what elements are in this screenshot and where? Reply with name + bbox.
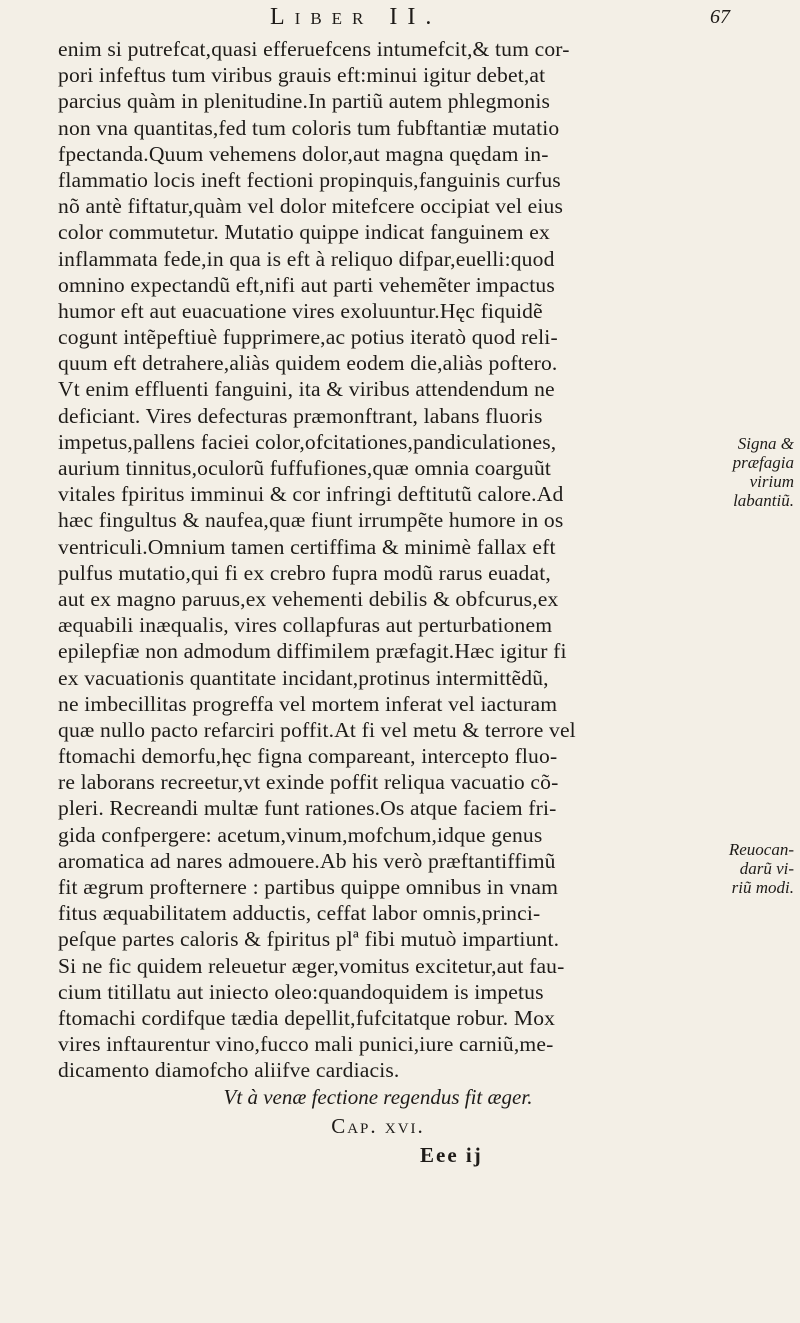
margin-note-line: Signa & [737,434,794,453]
margin-note-line: darũ vi- [739,859,794,878]
text-line: ex vacuationis quantitate incidant,protinus intermittẽdũ, [58,665,549,690]
text-line: impetus,pallens faciei color,ofcitationes,pandiculationes, [58,429,557,454]
text-line: ne imbecillitas progreffa vel mortem inferat vel iacturam [58,691,558,716]
text-line: color commutetur. Mutatio quippe indicat fanguinem ex [58,220,550,245]
text-line: ftomachi demorfu,hęc figna compareant, intercepto fluo- [58,744,558,769]
text-line: non vna quantitas,fed tum coloris tum fubftantiæ mutatio [58,115,560,140]
text-line: dicamento diamofcho aliifve cardiacis. [58,1058,400,1083]
margin-note-line: labantiũ. [733,491,794,510]
margin-note-line: virium [749,472,794,491]
page-number: 67 [710,6,730,28]
text-line: enim si putrefcat,quasi efferuefcens intumefcit,& tum cor- [58,37,570,61]
text-line: aurium tinnitus,oculorũ fuffufiones,quæ omnia coarguũt [58,456,552,480]
margin-note-reuocandarum [706,840,794,897]
text-line: Vt enim effluenti fanguini, ita & viribus attendendum ne [58,377,555,402]
margin-note-line: Reuocan- [728,840,794,859]
text-line: epilepfiæ non admodum diffimilem præfagit.Hæc igitur fi [58,639,567,664]
text-line: fpectanda.Quum vehemens dolor,aut magna quędam in- [58,141,549,166]
text-line: æquabili inæqualis, vires collapfuras aut perturbationem [58,613,553,638]
text-line: humor eft aut euacuatione vires exoluuntur.Hęc fiquidẽ [58,298,543,323]
text-line: flammatio locis ineft fectioni propinquis,fanguinis curfus [58,167,561,192]
text-line: vires inftaurentur vino,fucco mali punici,iure carniũ,me- [58,1032,554,1057]
text-line: parcius quàm in plenitudine.In partiũ autem phlegmonis [58,89,551,114]
text-line: nõ antè fiftatur,quàm vel dolor mitefcere occipiat vel eius [58,194,564,219]
text-line: re laborans recreetur,vt exinde poffit reliqua vacuatio cõ- [58,770,559,795]
running-head: Liber II. [270,4,442,30]
text-line: peſque partes caloris & fpiritus plª fibi mutuò impartiunt. [58,927,560,952]
text-line: inflammata fede,in qua is eft à reliquo difpar,euelli:quod [58,246,555,271]
margin-note-line: riũ modi. [731,878,794,897]
printer-signature-mark: Eee ij [420,1143,483,1167]
text-line: aromatica ad nares admouere.Ab his verò præftantiffimũ [58,848,556,873]
text-line: cium titillatu aut iniecto oleo:quandoquidem is impetus [58,979,544,1004]
text-line: hæc fingultus & naufea,quæ fiunt irrumpẽte humore in os [58,508,564,533]
text-line: fit ægrum profternere : partibus quippe omnibus in vnam [58,875,559,899]
text-line: aut ex magno paruus,ex vehementi debilis & obfcurus,ex [58,586,559,611]
text-line: pleri. Recreandi multæ funt rationes.Os atque faciem fri- [58,796,557,821]
text-line: deficiant. Vires defecturas præmonftrant, labans fluoris [58,403,543,428]
text-line: pulfus mutatio,qui fi ex crebro fupra modũ rarus euadat, [58,560,551,585]
text-line: omnino expectandũ eft,nifi aut parti vehemẽter impactus [58,272,555,297]
text-line: gida confpergere: acetum,vinum,mofchum,idque genus [58,822,543,847]
text-line: fitus æquabilitatem adductis, ceffat labor omnis,princi- [58,901,541,926]
margin-note-signa [706,434,794,510]
margin-note-line: præfagia [732,453,794,472]
text-line: cogunt intẽpeftiuè fupprimere,ac potius iteratò quod reli- [58,325,558,350]
text-line: quæ nullo pacto refarciri poffit.At fi vel metu & terrore vel [58,717,576,742]
section-subheading: Vt à venæ fectione regendus fit æger. [223,1085,533,1109]
page-header [250,4,730,38]
text-line: pori infeftus tum viribus grauis eft:minui igitur debet,at [58,63,546,88]
text-line: Si ne fic quidem releuetur æger,vomitus excitetur,aut fau- [58,953,565,978]
chapter-heading: Cap. xvi. [331,1114,425,1138]
main-text-block [58,36,698,1084]
text-line: vitales fpiritus imminui & cor infringi deftitutũ calore.Ad [58,482,564,507]
text-line: ventriculi.Omnium tamen certiffima & minimè fallax eft [58,534,556,559]
text-line: quum eft detrahere,aliàs quidem eodem die,aliàs poftero. [58,351,558,376]
text-line: ftomachi cordifque tædia depellit,fufcitatque robur. Mox [58,1005,556,1030]
